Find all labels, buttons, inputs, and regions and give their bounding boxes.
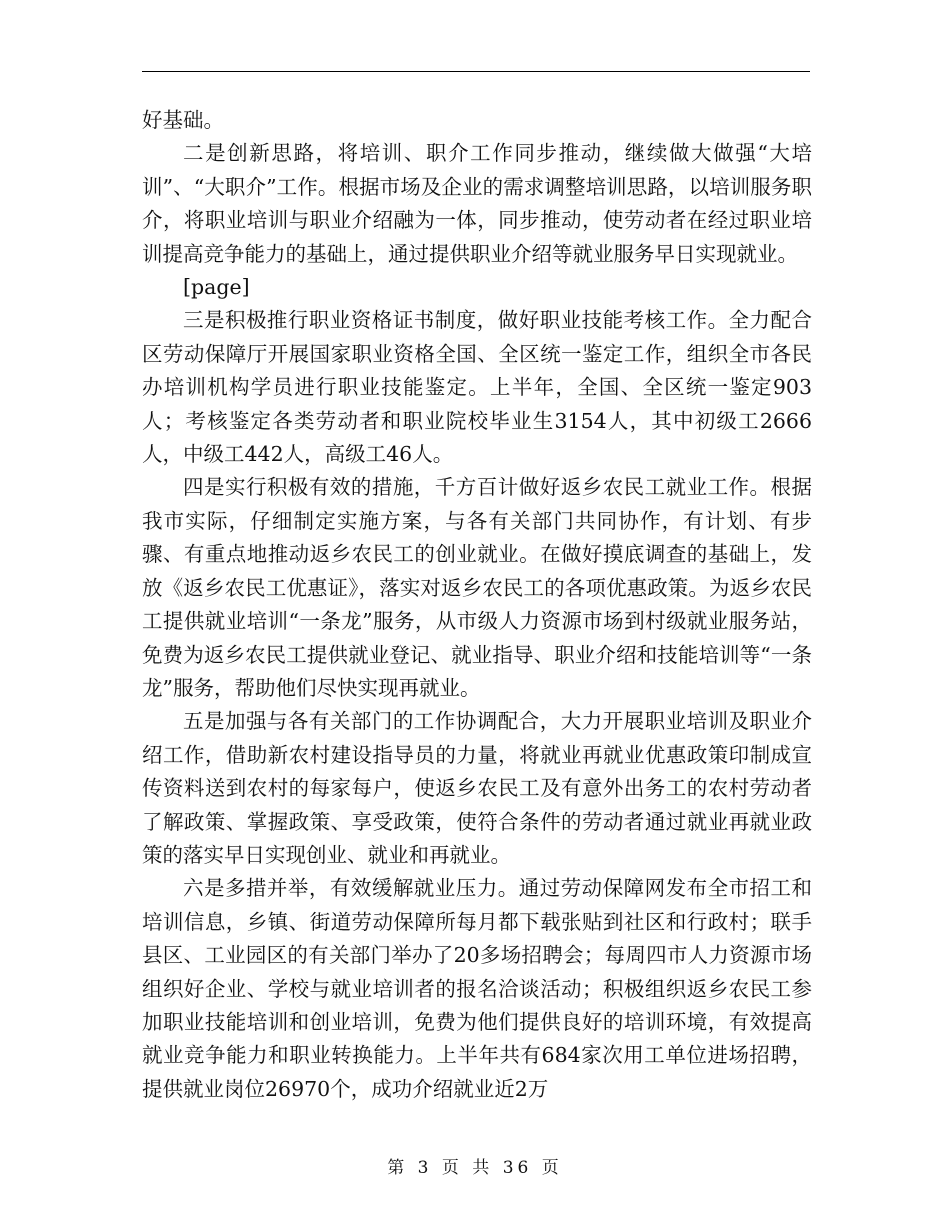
page-marker: [page] (183, 275, 250, 300)
paragraph-continuation: 好基础。 (142, 108, 224, 132)
paragraph-employment-pressure: 六是多措并举，有效缓解就业压力。通过劳动保障网发布全市招工和培训信息，乡镇、街道劳动保障所每月都下载张贴到社区和行政村；联手县区、工业园区的有关部门举办了20多场招聘会；每周四市人力资源市场组织好企业、学校与就业培训者的报名洽谈活动；积极组织返乡农民工参加职业技能培训和创业培训，免费为他们提供良好的培训环境，有效提高就业竞争能力和职业转换能力。上半年共有684家次用工单位进场招聘，提供就业岗位26970个，成功介绍就业近2万 (142, 876, 812, 1101)
paragraph-innovation: 二是创新思路，将培训、职介工作同步推动，继续做大做强“大培训”、“大职介”工作。根据市场及企业的需求调整培训思路，以培训服务职介，将职业培训与职业介绍融为一体，同步推动，使劳动者在经过职业培训提高竞争能力的基础上，通过提供职业介绍等就业服务早日实现就业。 (142, 141, 812, 266)
paragraph-certification: 三是积极推行职业资格证书制度，做好职业技能考核工作。全力配合区劳动保障厅开展国家职业资格全国、全区统一鉴定工作，组织全市各民办培训机构学员进行职业技能鉴定。上半年，全国、全区统一鉴定903人；考核鉴定各类劳动者和职业院校毕业生3154人，其中初级工2666人，中级工442人，高级工46人。 (142, 308, 812, 467)
page-footer: 第 3 页 共 36 页 (387, 1158, 563, 1178)
paragraph-migrant-workers: 四是实行积极有效的措施，千方百计做好返乡农民工就业工作。根据我市实际，仔细制定实施方案，与各有关部门共同协作，有计划、有步骤、有重点地推动返乡农民工的创业就业。在做好摸底调查的基础上，发放《返乡农民工优惠证》，落实对返乡农民工的各项优惠政策。为返乡农民工提供就业培训“一条龙”服务，从市级人力资源市场到村级就业服务站，免费为返乡农民工提供就业登记、就业指导、职业介绍和技能培训等“一条龙”服务，帮助他们尽快实现再就业。 (142, 475, 812, 700)
header-rule (142, 71, 810, 72)
document-body (142, 104, 812, 1106)
paragraph-coordination: 五是加强与各有关部门的工作协调配合，大力开展职业培训及职业介绍工作，借助新农村建设指导员的力量，将就业再就业优惠政策印制成宣传资料送到农村的每家每户，使返乡农民工及有意外出务工的农村劳动者了解政策、掌握政策、享受政策，使符合条件的劳动者通过就业再就业政策的落实早日实现创业、就业和再就业。 (142, 709, 812, 867)
